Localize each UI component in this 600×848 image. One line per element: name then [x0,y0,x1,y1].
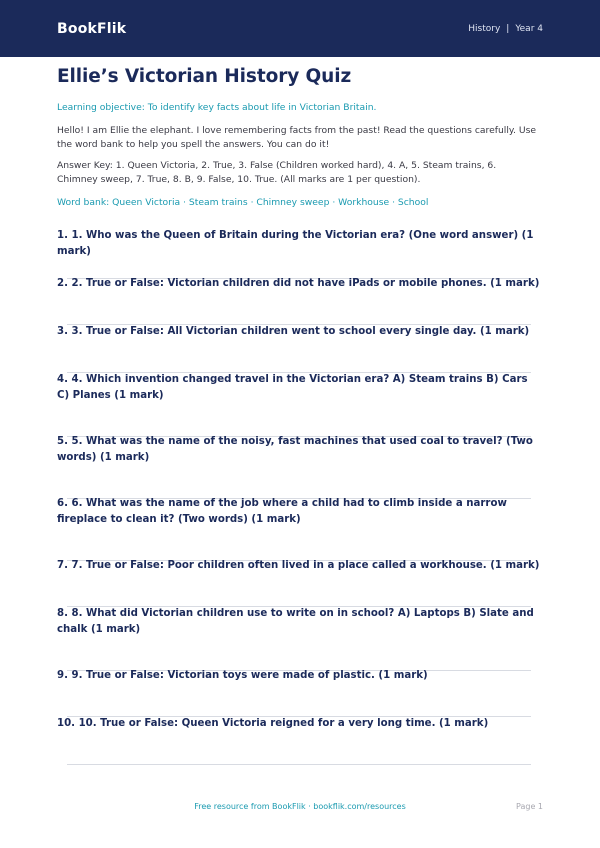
question-5: 5. 5. What was the name of the noisy, fast machines that used coal to travel? (Two words) (1 mark) [57,436,533,463]
page-title: Ellie’s Victorian History Quiz [57,66,352,87]
answer-line-10[interactable] [67,764,531,765]
page-footer [0,802,600,814]
page-header [0,0,600,57]
brand-logo: BookFlik [57,20,127,37]
meta-separator: | [506,23,510,34]
word-bank: Word bank: Queen Victoria · Steam trains · Chimney sweep · Workhouse · School [57,197,429,208]
question-9: 9. 9. True or False: Victorian toys were made of plastic. (1 mark) [57,670,428,681]
page-number: Page 1 [516,802,543,811]
question-2: 2. 2. True or False: Victorian children did not have iPads or mobile phones. (1 mark) [57,278,540,289]
answer-key: Answer Key: 1. Queen Victoria, 2. True, 3. False (Children worked hard), 4. A, 5. Steam trains, 6. Chimney sweep, 7. True, 8. B, 9. False, 10. True. (All marks are 1 per question). [57,160,497,185]
question-3: 3. 3. True or False: All Victorian children went to school every single day. (1 mark) [57,326,530,337]
header-meta [468,24,543,34]
year-label: Year 4 [515,23,543,34]
question-6: 6. 6. What was the name of the job where a child had to climb inside a narrow fireplace to clean it? (Two words) (1 mark) [57,498,507,525]
intro-text: Hello! I am Ellie the elephant. I love remembering facts from the past! Read the questions carefully. Use the word bank to help you spell the answers. You can do it! [57,125,537,150]
footer-credit: Free resource from BookFlik · bookflik.com/resources [194,802,406,811]
question-7: 7. 7. True or False: Poor children often lived in a place called a workhouse. (1 mark) [57,560,540,571]
question-8: 8. 8. What did Victorian children use to write on in school? A) Laptops B) Slate and chalk (1 mark) [57,608,534,635]
question-4: 4. 4. Which invention changed travel in the Victorian era? A) Steam trains B) Cars C) Planes (1 mark) [57,374,528,401]
question-1: 1. 1. Who was the Queen of Britain during the Victorian era? (One word answer) (1 mark) [57,230,534,257]
question-10: 10. 10. True or False: Queen Victoria reigned for a very long time. (1 mark) [57,718,489,729]
subject-label: History [468,23,501,34]
intro-section [57,66,537,209]
learning-objective: Learning objective: To identify key facts about life in Victorian Britain. [57,102,377,113]
